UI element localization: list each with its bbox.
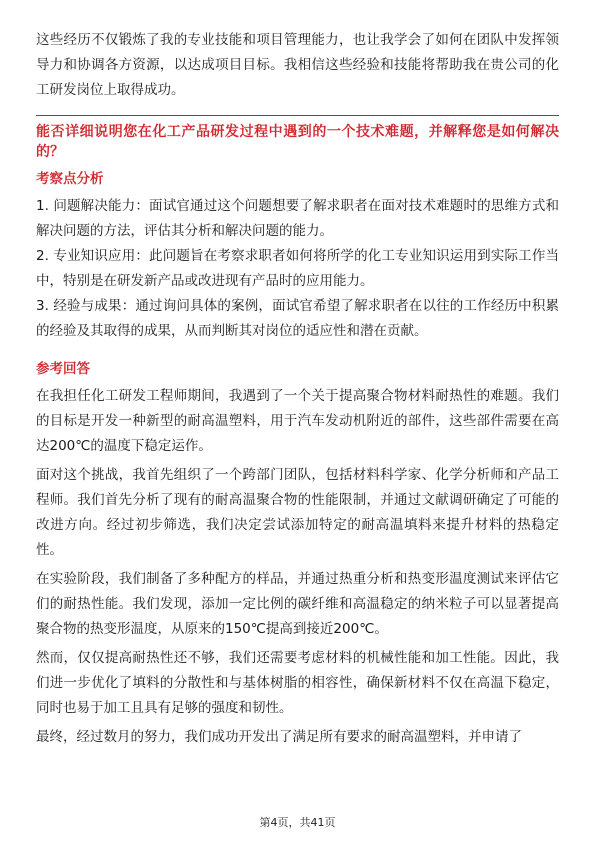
analysis-item: 2. 专业知识应用：此问题旨在考察求职者如何将所学的化工专业知识运用到实际工作当中，特别是在研发新产品或改进现有产品时的应用能力。	[36, 248, 559, 289]
analysis-item: 1. 问题解决能力：面试官通过这个问题想要了解求职者在面对技术难题时的思维方式和解决问题的方法，评估其分析和解决问题的能力。	[36, 198, 559, 239]
intro-paragraph: 这些经历不仅锻炼了我的专业技能和项目管理能力，也让我学会了如何在团队中发挥领导力和协调各方资源，以达成项目目标。我相信这些经验和技能将帮助我在贵公司的化工研发岗位上取得成功。	[36, 32, 559, 98]
analysis-title: 考察点分析	[36, 171, 104, 187]
reference-paragraph: 在实验阶段，我们制备了多种配方的样品，并通过热重分析和热变形温度测试来评估它们的耐热性能。我们发现，添加一定比例的碳纤维和高温稳定的纳米粒子可以显著提高聚合物的热变形温度，从原来的150℃提高到接近200℃。	[36, 571, 559, 637]
analysis-item: 3. 经验与成果：通过询问具体的案例，面试官希望了解求职者在以往的工作经历中积累的经验及其取得的成果，从而判断其对岗位的适应性和潜在贡献。	[36, 298, 559, 339]
reference-paragraph: 在我担任化工研发工程师期间，我遇到了一个关于提高聚合物材料耐热性的难题。我们的目标是开发一种新型的耐高温塑料，用于汽车发动机附近的部件，这些部件需要在高达200℃的温度下稳定运作。	[36, 388, 559, 454]
reference-paragraph: 面对这个挑战，我首先组织了一个跨部门团队，包括材料科学家、化学分析师和产品工程师。我们首先分析了现有的耐高温聚合物的性能限制，并通过文献调研确定了可能的改进方向。经过初步筛选，我们决定尝试添加特定的耐高温填料来提升材料的热稳定性。	[36, 467, 559, 558]
document-page	[36, 28, 559, 750]
reference-title: 参考回答	[36, 361, 90, 377]
reference-paragraph: 然而，仅仅提高耐热性还不够，我们还需要考虑材料的机械性能和加工性能。因此，我们进一步优化了填料的分散性和与基体树脂的相容性，确保新材料不仅在高温下稳定，同时也易于加工且具有足够的强度和韧性。	[36, 650, 559, 716]
reference-paragraph: 最终，经过数月的努力，我们成功开发出了满足所有要求的耐高温塑料，并申请了	[36, 729, 522, 745]
interview-question: 能否详细说明您在化工产品研发过程中遇到的一个技术难题，并解释您是如何解决的？	[36, 124, 559, 160]
section-divider	[36, 115, 559, 116]
page-number: 第4页，共41页	[259, 816, 336, 829]
